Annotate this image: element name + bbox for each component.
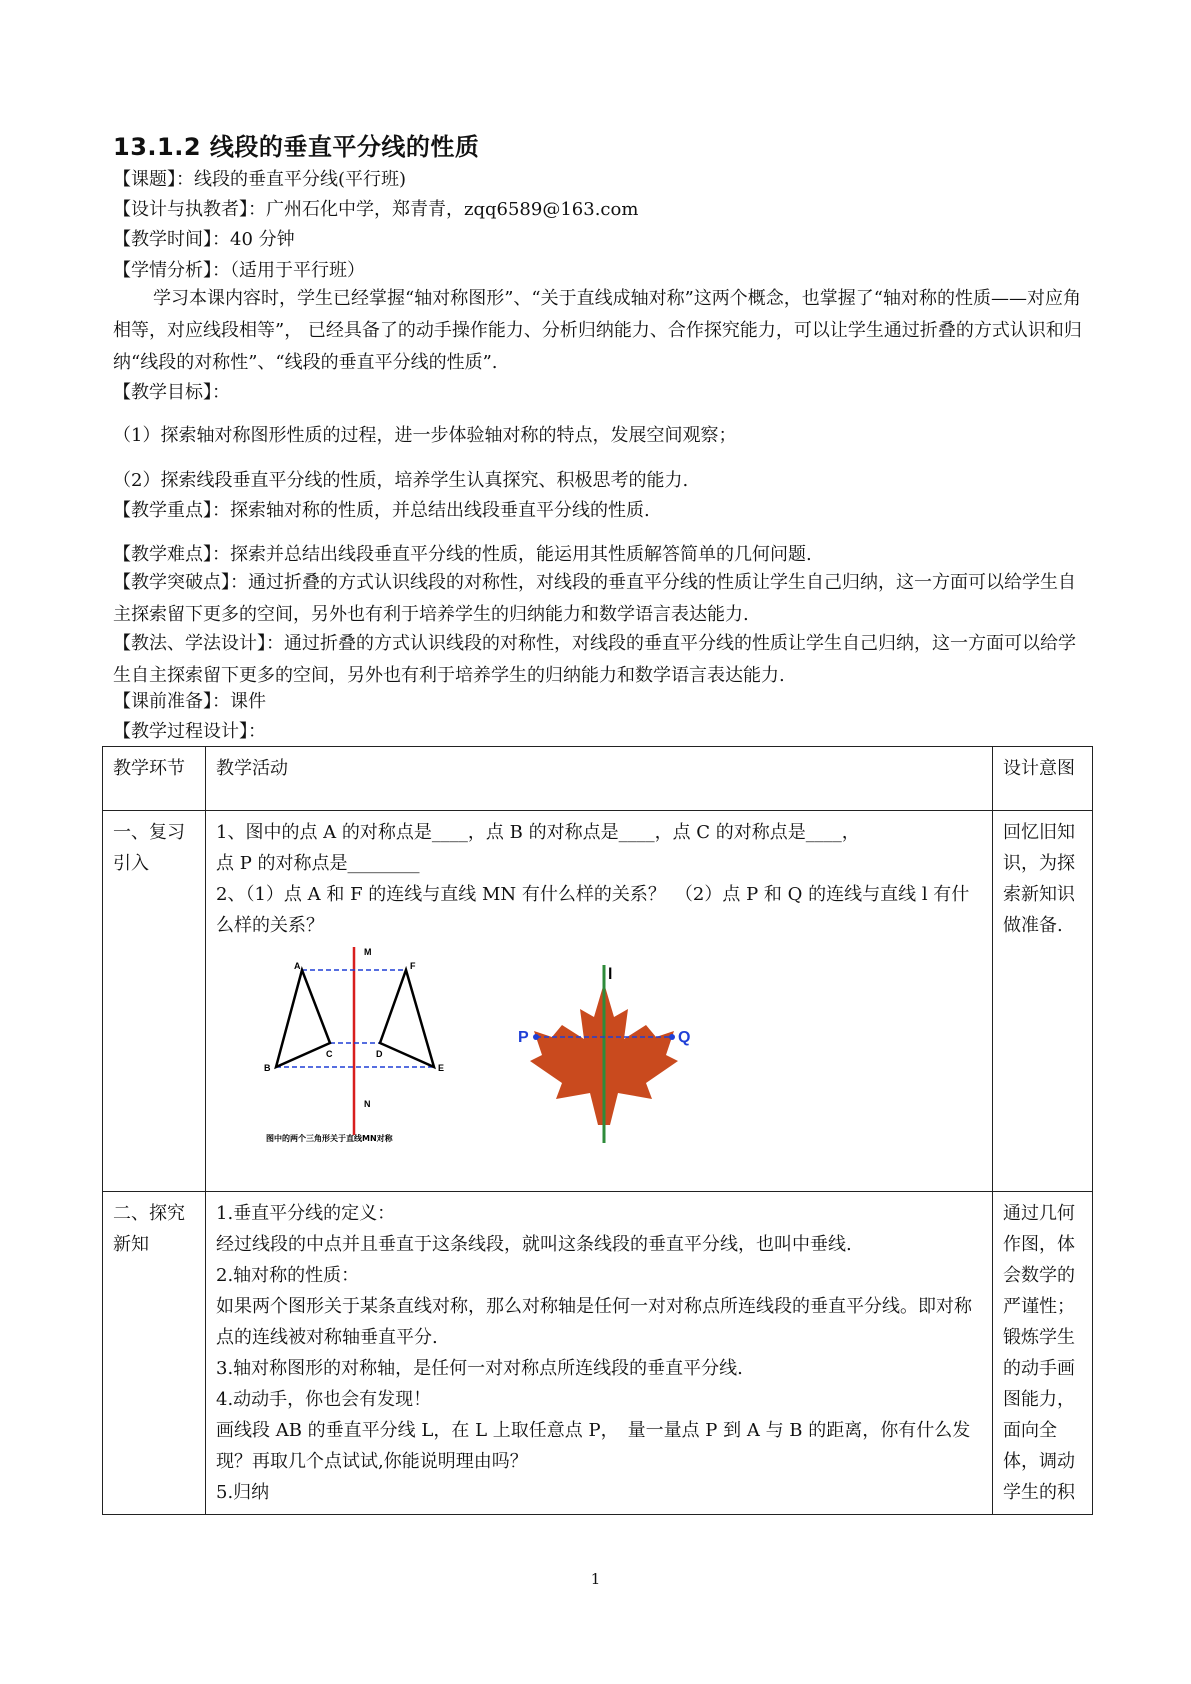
page-number: 1 (590, 1570, 601, 1588)
question-2: 2、（1）点 A 和 F 的连线与直线 MN 有什么样的关系？ （2）点 P 和 Q 的连线与直线 l 有什么样的关系？ (216, 884, 970, 936)
point-q (669, 1034, 675, 1040)
label-f: F (410, 961, 416, 971)
label-p: P (518, 1029, 529, 1046)
label-a: A (294, 961, 301, 971)
label-m: M (364, 947, 372, 957)
property-heading: 2.轴对称的性质： (216, 1265, 360, 1286)
figure-caption: 图中的两个三角形关于直线MN对称 (266, 1134, 393, 1143)
row1-intent: 回忆旧知识，为探索新知识做准备. (993, 811, 1093, 1192)
header-intent: 设计意图 (993, 747, 1093, 811)
axis-statement: 3.轴对称图形的对称轴，是任何一对对称点所连线段的垂直平分线. (216, 1358, 743, 1379)
property-text: 如果两个图形关于某条直线对称，那么对称轴是任何一对对称点所连线段的垂直平分线。即对称点的连线被对称轴垂直平分. (216, 1296, 972, 1348)
row2-intent: 通过几何作图，体会数学的严谨性；锻炼学生的动手画图能力，面向全体，调动学生的积 (993, 1192, 1093, 1515)
prep-line: 【课前准备】：课件 (113, 691, 266, 712)
question-1-continued: 点 P 的对称点是________ (216, 853, 420, 874)
triangle-symmetry-figure (246, 945, 456, 1155)
topic-line: 【课题】：线段的垂直平分线(平行班) (113, 169, 407, 190)
summary-heading: 5.归纳 (216, 1482, 270, 1503)
label-d: D (376, 1049, 383, 1059)
method-paragraph: 【教法、学法设计】：通过折叠的方式认识线段的对称性，对线段的垂直平分线的性质让学生自己归纳，这一方面可以给学生自主探索留下更多的空间，另外也有利于培养学生的归纳能力和数学语言表达能力. (113, 633, 1076, 686)
hands-on-text: 画线段 AB 的垂直平分线 L，在 L 上取任意点 P， 量一量点 P 到 A 与 B 的距离，你有什么发现？再取几个点试试,你能说明理由吗？ (216, 1420, 971, 1472)
goal-1: （1）探索轴对称图形性质的过程，进一步体验轴对称的特点，发展空间观察； (113, 425, 737, 446)
author-line: 【设计与执教者】：广州石化中学，郑青青，zqq6589@163.com (113, 199, 639, 220)
table-row (103, 1192, 1093, 1515)
table-header-row (103, 747, 1093, 811)
key-point: 【教学重点】：探索轴对称的性质，并总结出线段垂直平分线的性质. (113, 500, 650, 521)
label-q: Q (678, 1029, 691, 1046)
row1-activity (206, 811, 993, 1192)
triangle-def (380, 970, 434, 1067)
label-l: l (608, 966, 613, 983)
label-b: B (264, 1063, 271, 1073)
point-p (533, 1034, 539, 1040)
analysis-label: 【学情分析】：（适用于平行班） (113, 260, 365, 281)
hands-on-heading: 4.动动手，你也会有发现！ (216, 1389, 432, 1410)
table-row (103, 811, 1093, 1192)
difficulty: 【教学难点】：探索并总结出线段垂直平分线的性质，能运用其性质解答简单的几何问题. (113, 544, 812, 565)
page-title: 13.1.2 线段的垂直平分线的性质 (113, 133, 480, 161)
maple-leaf-figure (506, 965, 706, 1155)
label-c: C (326, 1049, 333, 1059)
definition-text: 经过线段的中点并且垂直于这条线段，就叫这条线段的垂直平分线，也叫中垂线. (216, 1234, 852, 1255)
analysis-paragraph: 学习本课内容时，学生已经掌握“轴对称图形”、“关于直线成轴对称”这两个概念，也掌握了“轴对称的性质——对应角相等，对应线段相等”， 已经具备了的动手操作能力、分析归纳能力、合作探究能力，可以让学生通过折叠的方式认识和归纳“线段的对称性”、“线段的垂直平分线的性质”. (113, 288, 1082, 373)
row1-stage: 一、复习引入 (103, 811, 206, 1192)
lesson-table (102, 746, 1093, 1515)
row2-stage: 二、探究新知 (103, 1192, 206, 1515)
goal-2: （2）探索线段垂直平分线的性质，培养学生认真探究、积极思考的能力. (113, 470, 689, 491)
definition-heading: 1.垂直平分线的定义： (216, 1203, 396, 1224)
question-1: 1、图中的点 A 的对称点是____，点 B 的对称点是____，点 C 的对称点是____， (216, 822, 860, 843)
header-stage: 教学环节 (103, 747, 206, 811)
goals-label: 【教学目标】： (113, 382, 230, 403)
row2-activity (206, 1192, 993, 1515)
process-label: 【教学过程设计】： (113, 721, 266, 742)
label-n: N (364, 1099, 371, 1109)
label-e: E (438, 1063, 445, 1073)
header-activity: 教学活动 (206, 747, 993, 811)
duration-line: 【教学时间】：40 分钟 (113, 229, 295, 250)
triangle-abc (276, 970, 330, 1067)
breakthrough-paragraph: 【教学突破点】：通过折叠的方式认识线段的对称性，对线段的垂直平分线的性质让学生自己归纳，这一方面可以给学生自主探索留下更多的空间，另外也有利于培养学生的归纳能力和数学语言表达能力. (113, 572, 1076, 625)
figure-row (216, 945, 982, 1185)
